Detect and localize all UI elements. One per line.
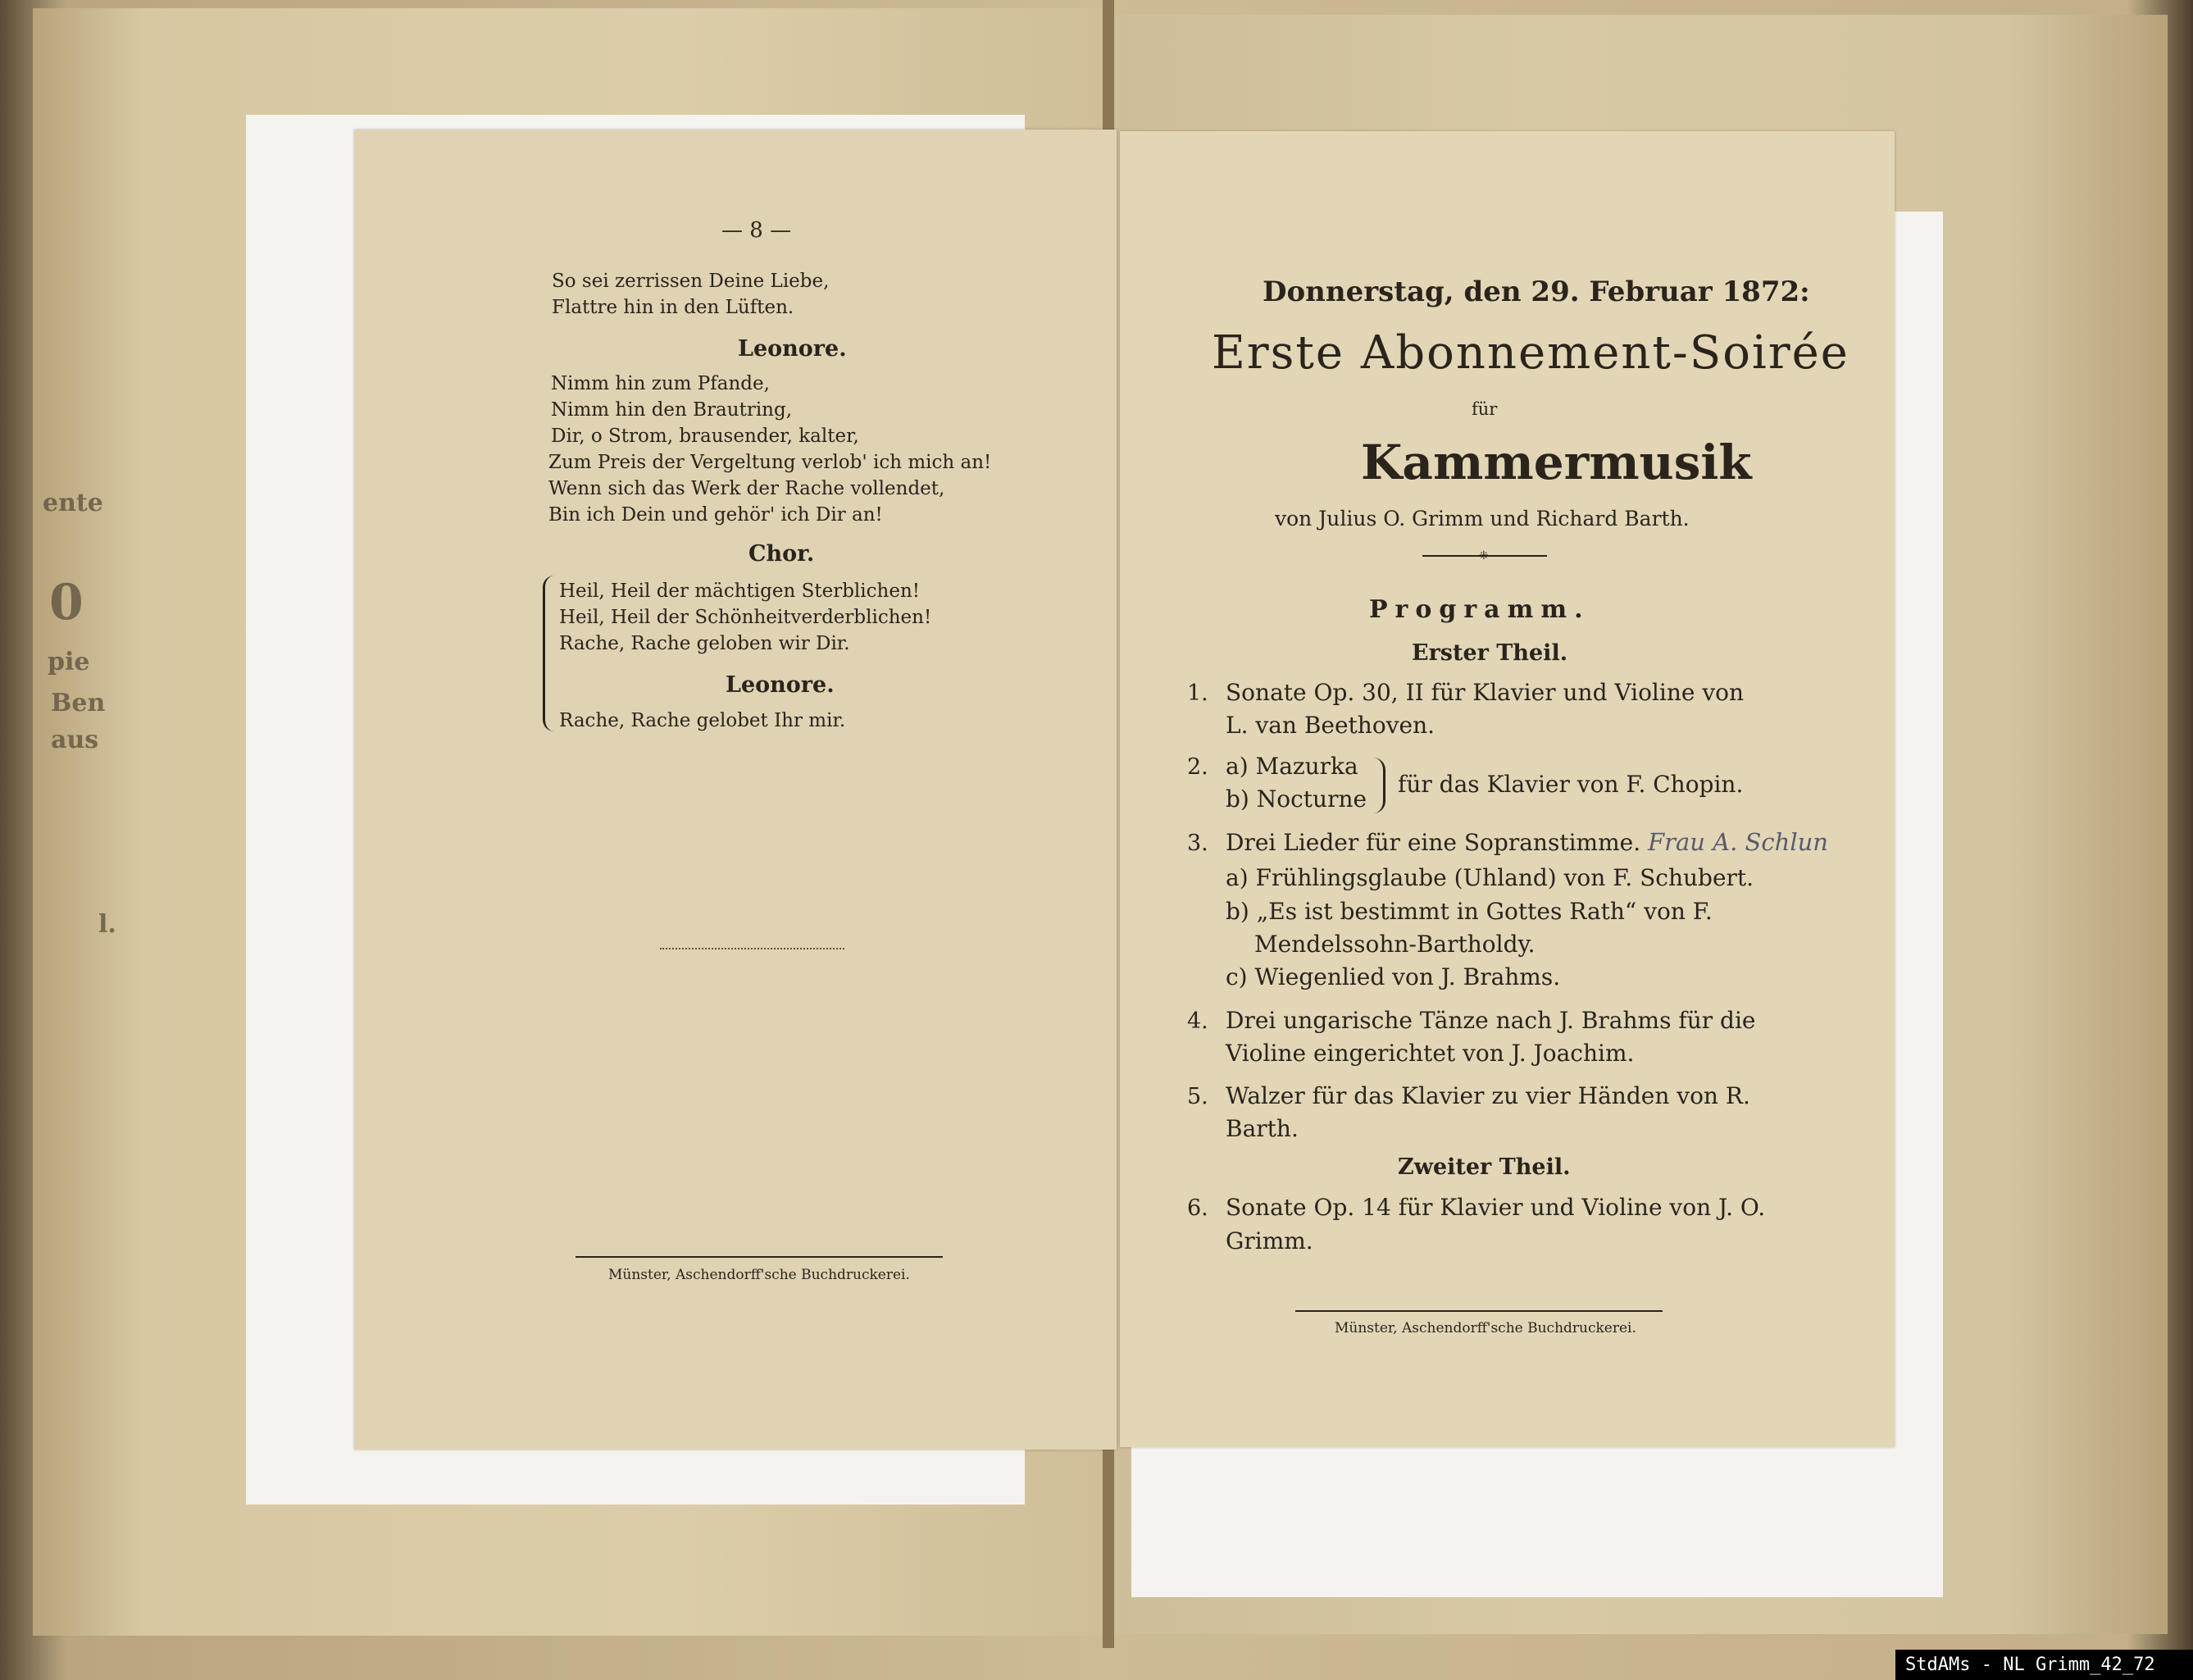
archive-label: StdAMs - NL Grimm_42_72 [1895, 1650, 2193, 1680]
item-number: 3. [1187, 831, 1208, 856]
performers-line: von Julius O. Grimm und Richard Barth. [1275, 507, 1690, 530]
item-number: 2. [1187, 754, 1208, 780]
item-text: a) Frühlingsglaube (Uhland) von F. Schubert. [1226, 864, 1754, 891]
verse-line: Nimm hin zum Pfande, [551, 373, 770, 394]
item-number: 5. [1187, 1084, 1208, 1109]
verse-line: Zum Preis der Vergeltung verlob' ich mich an! [548, 452, 992, 473]
handwritten-annotation: Frau A. Schlun [1648, 828, 1828, 856]
verse-line: Heil, Heil der Schönheitverderblichen! [559, 607, 932, 628]
verse-line: Wenn sich das Werk der Rache vollendet, [548, 478, 945, 499]
concert-date: Donnerstag, den 29. Februar 1872: [1263, 275, 1810, 308]
verse-line: Rache, Rache geloben wir Dir. [559, 633, 850, 654]
item-text: Mendelssohn-Bartholdy. [1254, 931, 1536, 958]
item-text: Sonate Op. 30, II für Klavier und Violine von [1226, 679, 1745, 706]
brace [1373, 758, 1385, 813]
speaker-name: Leonore. [726, 672, 835, 698]
part-heading: Zweiter Theil. [1398, 1154, 1571, 1180]
verse-line: Rache, Rache gelobet Ihr mir. [559, 710, 846, 731]
verse-line: Flattre hin in den Lüften. [552, 297, 794, 318]
item-text: c) Wiegenlied von J. Brahms. [1226, 963, 1561, 990]
speaker-name: Leonore. [738, 336, 847, 362]
ornament-dot: ⁜ [1479, 549, 1489, 562]
item-text: Drei Lieder für eine Sopranstimme. [1226, 829, 1641, 856]
verse-line: So sei zerrissen Deine Liebe, [552, 271, 830, 292]
item-text: Walzer für das Klavier zu vier Händen von R. [1226, 1082, 1750, 1109]
item-text: a) Mazurka [1226, 753, 1358, 780]
item-number: 1. [1187, 681, 1208, 706]
item-text: für das Klavier von F. Chopin. [1398, 771, 1744, 798]
edge-fragment: 0 [49, 574, 84, 631]
item-number: 4. [1187, 1008, 1208, 1034]
programme-heading: Programm. [1369, 595, 1590, 624]
imprint-rule [1295, 1310, 1663, 1312]
edge-fragment: Ben [51, 689, 106, 717]
page-number: — 8 — [721, 218, 792, 243]
edge-fragment: l. [98, 910, 116, 939]
speaker-name: Chor. [748, 541, 815, 567]
program-sheet-left [354, 130, 1117, 1450]
edge-fragment: ente [43, 489, 103, 517]
imprint-rule [576, 1256, 943, 1258]
item-number: 6. [1187, 1195, 1208, 1221]
edge-fragment: pie [48, 648, 90, 676]
concert-title: Erste Abonnement-Soirée [1212, 326, 1849, 380]
part-heading: Erster Theil. [1412, 640, 1568, 666]
concert-subject: Kammermusik [1361, 435, 1752, 490]
item-text: Barth. [1226, 1115, 1299, 1142]
item-text: Drei ungarische Tänze nach J. Brahms für die [1226, 1007, 1756, 1034]
verse-line: Heil, Heil der mächtigen Sterblichen! [559, 580, 921, 602]
edge-fragment: aus [51, 726, 99, 754]
printer-imprint: Münster, Aschendorff'sche Buchdruckerei. [608, 1267, 910, 1283]
verse-line: Dir, o Strom, brausender, kalter, [551, 426, 859, 447]
item-text: L. van Beethoven. [1226, 712, 1435, 739]
choir-brace [543, 576, 555, 731]
ornament-rule [660, 943, 844, 949]
item-text: b) „Es ist bestimmt in Gottes Rath“ von F. [1226, 898, 1713, 925]
item-text: Grimm. [1226, 1227, 1313, 1254]
verse-line: Bin ich Dein und gehör' ich Dir an! [548, 504, 883, 526]
item-text: Violine eingerichtet von J. Joachim. [1226, 1040, 1635, 1067]
item-text: b) Nocturne [1226, 785, 1367, 813]
printer-imprint: Münster, Aschendorff'sche Buchdruckerei. [1335, 1320, 1636, 1336]
title-connector: für [1472, 399, 1498, 419]
item-text: Sonate Op. 14 für Klavier und Violine von J. O. [1226, 1194, 1766, 1221]
verse-line: Nimm hin den Brautring, [551, 399, 793, 421]
